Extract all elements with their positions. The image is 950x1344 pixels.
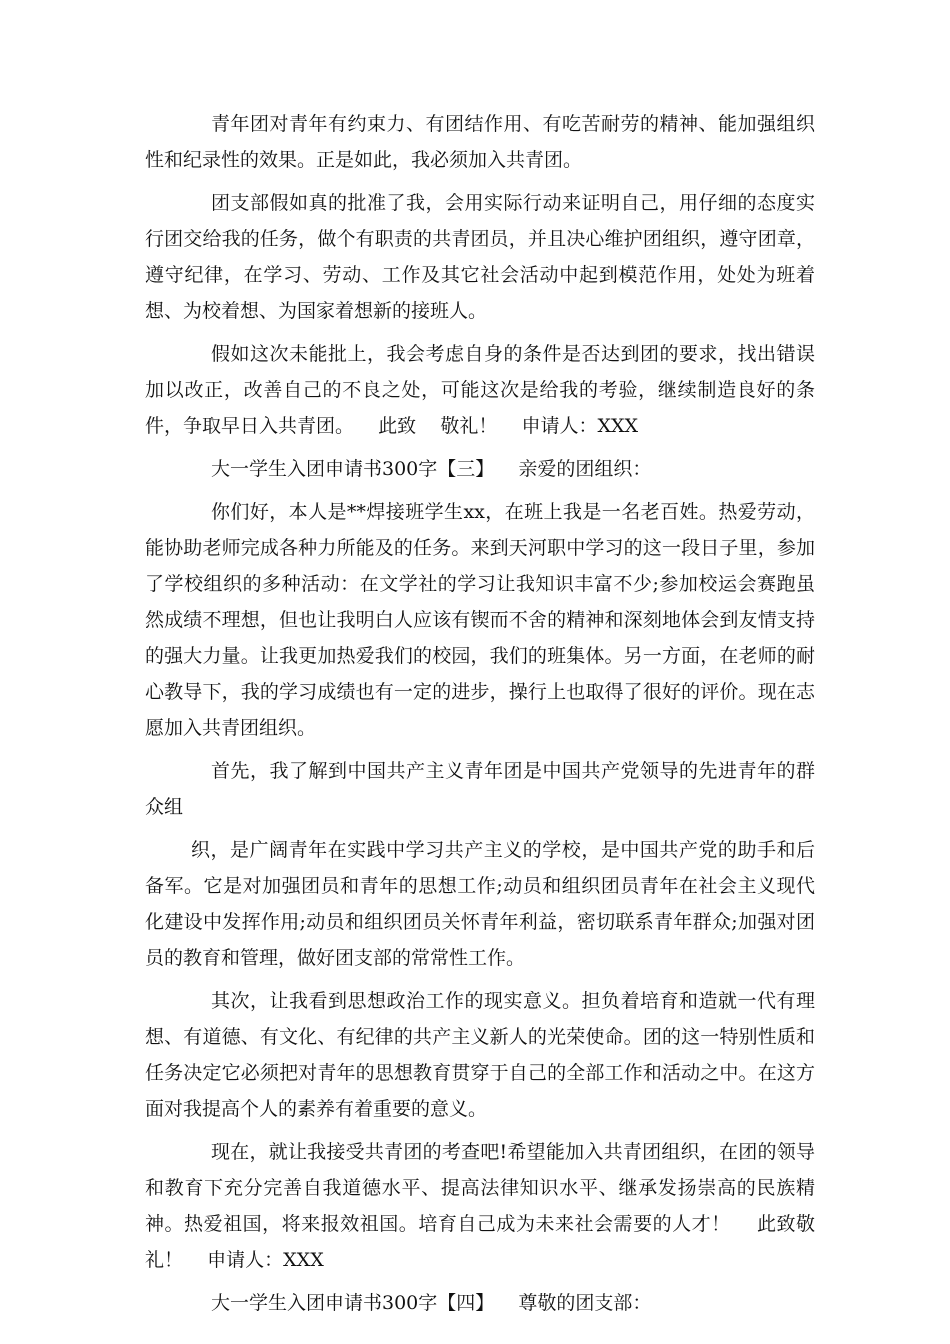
paragraph: 你们好，本人是**焊接班学生xx，在班上我是一名老百姓。热爱劳动，能协助老师完成各种力所能及的任务。来到天河职中学习的这一段日子里，参加了学校组织的多种活动：在文学社的学习让我知识丰富不少;参加校运会赛跑虽然成绩不理想，但也让我明白人应该有锲而不舍的精神和深刻地体会到友情支持的强大力量。让我更加热爱我们的校园，我们的班集体。另一方面，在老师的耐心教导下，我的学习成绩也有一定的进步，操行上也取得了很好的评价。现在志愿加入共青团组织。 xyxy=(145,501,815,739)
paragraph: 团支部假如真的批准了我，会用实际行动来证明自己，用仔细的态度实行团交给我的任务，做个有职责的共青团员，并且决心维护团组织，遵守团章，遵守纪律，在学习、劳动、工作及其它社会活动中起到模范作用，处处为班着想、为校着想、为国家着想新的接班人。 xyxy=(145,192,815,322)
document-body xyxy=(145,106,815,1328)
paragraph: 假如这次未能批上，我会考虑自身的条件是否达到团的要求，找出错误加以改正，改善自己的不良之处，可能这次是给我的考验，继续制造良好的条件，争取早日入共青团。 此致 敬礼！ 申请人：XXX xyxy=(145,343,815,437)
section-heading: 大一学生入团申请书300字【三】 亲爱的团组织： xyxy=(211,458,652,480)
paragraph: 青年团对青年有约束力、有团结作用、有吃苦耐劳的精神、能加强组织性和纪录性的效果。正是如此，我必须加入共青团。 xyxy=(145,113,815,171)
paragraph: 织，是广阔青年在实践中学习共产主义的学校，是中国共产党的助手和后备军。它是对加强团员和青年的思想工作;动员和组织团员青年在社会主义现代化建设中发挥作用;动员和组织团员关怀青年利益，密切联系青年群众;加强对团员的教育和管理，做好团支部的常常性工作。 xyxy=(145,839,815,969)
paragraph: 其次，让我看到思想政治工作的现实意义。担负着培育和造就一代有理想、有道德、有文化、有纪律的共产主义新人的光荣使命。团的这一特别性质和任务决定它必须把对青年的思想教育贯穿于自己的全部工作和活动之中。在这方面对我提高个人的素养有着重要的意义。 xyxy=(145,990,815,1120)
section-heading: 大一学生入团申请书300字【四】 尊敬的团支部： xyxy=(211,1292,652,1314)
paragraph: 现在，就让我接受共青团的考查吧!希望能加入共青团组织，在团的领导和教育下充分完善自我道德水平、提高法律知识水平、继承发扬崇高的民族精神。热爱祖国，将来报效祖国。培育自己成为未来社会需要的人才！ 此致敬礼！ 申请人：XXX xyxy=(145,1141,815,1271)
paragraph: 首先，我了解到中国共产主义青年团是中国共产党领导的先进青年的群众组 xyxy=(145,760,815,818)
